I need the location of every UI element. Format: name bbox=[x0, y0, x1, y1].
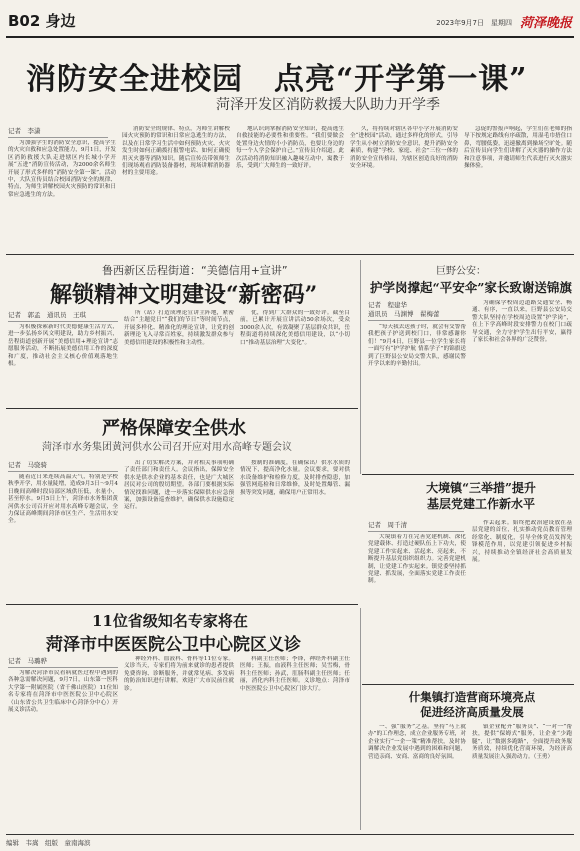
story6-col-2: 神经外科、血液科、骨科等11位专家。义诊当天，专家们将为前来就诊的患者提供免费咨询、诊断服务，并就常见病、多发病的防治知识进行讲解。欢迎广大市民前往就诊。 bbox=[124, 656, 234, 692]
lead-col-4: 久，将持续对辖区各中小学开展消防安全“进校园”活动，通过多样化的形式，引导学生从小树立消防安全意识，提升消防安全素质，构建“学校、家庭、社会”三位一体的消防安全宣传格局，为辖区创造良好的消防安全环境。 bbox=[350, 126, 458, 170]
masthead bbox=[6, 4, 574, 38]
story4-col-2: 出了切实解决方案，并对相关事项明确了责任部门和责任人。会议指出，保障安全供水是供水企业的基本责任，也是广大城区居民对公司的殷切期望。各部门要根据实际情况找准问题，进一步落实保障供水应急预案，加强设备巡查维护，确保供水设施稳定运行。 bbox=[124, 460, 234, 511]
lead-col-1: 为加强学生的消防安全意识，提高学生的火灾自救和应急处置能力，9月1日，开发区消防救援大队走进辖区内长城小学开展“五进”消防宣传活动，为2000余名师生开展了形式多样的“消防安全第一课”。活动中，大队宣传员结合校园消防安全的规律、特点，为师生讲解校园火灾预防的常识和日常应急逃生的方法。 bbox=[8, 140, 116, 198]
newspaper-page bbox=[6, 4, 574, 847]
story5-col-2: 作丢起来。始终把政治建设放在基层党建的首位，扎实推动党员教育管理经常化、制度化，引导全体党员发挥先锋模范作用，以党建引领促进乡村振兴，持续推动全镇经济社会高质量发展。 bbox=[472, 520, 572, 564]
divider-1 bbox=[6, 254, 574, 255]
divider-2 bbox=[6, 408, 358, 409]
story6-headline-2: 菏泽市中医医院公卫中心院区义诊 bbox=[46, 635, 301, 655]
divider-v1 bbox=[360, 260, 361, 474]
story7-headline: 什集镇打造营商环境亮点 促进经济高质量发展 bbox=[408, 690, 536, 719]
story6-byline: 记者 马璐骅 bbox=[8, 656, 118, 668]
lead-byline: 记者 李潇 bbox=[8, 126, 108, 138]
story3-byline: 记者 程建华 通讯员 马渊博 翟梅蕾 bbox=[368, 300, 464, 321]
page-footer: 编辑 韦嵩 组版 童南海滨 bbox=[6, 834, 574, 847]
lead-col-3: 地认识到掌握消防安全知识，提高逃生自救技能的必要性和重要性。“我们要做会处置身边火情的小小消防员，也要让身边的每一个人学会保护自己。”宣传员介绍道。此次活动将消防知识融入趣味互动中，寓教于乐，受到广大师生的一致好评。 bbox=[236, 126, 344, 170]
story3-col-1: “每天我去送孩子时，就会有交警帮我把孩子护送到校门口，非常感谢你们！”9月4日，巨野县一位学生家长将一面写有“护学护航 情系学子”的锦旗送到了巨野县公安局交警大队，感谢民警开学以来的辛勤付出。 bbox=[368, 324, 466, 368]
story5-col-1: 大境镇着力在完善党建机制、深化党建载体、打造过硬队伍上下功夫，使党建工作实起来、活起来、亮起来，不断提升基层党组织组织力。完善党建机制，让党建工作实起来。镇党委坚持抓党建、抓发展，全面落实党建工作责任制。 bbox=[368, 534, 466, 585]
story7-col-1: 一、强“服务”之基。坚持“马上就办”的工作理念，成立企业服务专班，对企业实行“一企一策”精准帮扶，及时协调解决企业发展中遇到的困难和问题，营造亲商、安商、富商的良好氛围。 bbox=[368, 724, 466, 760]
story3-col-2: 为确保学校周边道路交通安全、畅通、有序，一直以来，巨野县公安局交警大队坚持在学校周边设置“护学岗”，在上下学高峰时段安排警力在校门口疏导交通，全力守护学生出行平安，赢得了家长和社会各界的广泛赞誉。 bbox=[472, 300, 572, 344]
page-code bbox=[8, 10, 76, 31]
story2-headline: 解锁精神文明建设“新密码” bbox=[50, 282, 318, 308]
story4-deck: 菏泽市水务集团黄河供水公司召开应对用水高峰专题会议 bbox=[42, 442, 292, 453]
story5-byline: 记者 周千清 bbox=[368, 520, 464, 532]
newspaper-logo: 菏泽晚报 bbox=[519, 16, 572, 31]
lead-headline: 消防安全进校园 点亮“开学第一课” bbox=[26, 62, 528, 97]
story2-col-3: 优，得到广大群众的一致好评。截至目前，已累计开展宣讲活动50余场次，受众3000余人次，有效凝聚了基层群众共识，岳程街道将持续深化美德信用建设，以“小切口”推动基层治理“大变化”。 bbox=[240, 310, 350, 346]
divider-4 bbox=[6, 604, 358, 605]
story4-headline: 严格保障安全供水 bbox=[102, 418, 246, 439]
story3-headline: 护学岗撑起“平安伞”家长致谢送锦旗 bbox=[370, 280, 572, 295]
lead-col-5: 急促的警报声响起，学生们在老师的指导下按规定路线有序疏散，用湿毛巾捂住口鼻，弯腰低姿，迅速撤离到操场空旷处。随后宣传员向学生们讲解了灭火器的操作方法和注意事项，并邀请师生代表进行灭火器实操体验。 bbox=[464, 126, 572, 170]
divider-5 bbox=[362, 684, 574, 685]
story6-col-1: 为解决菏泽市民看病就医过程中遇到的各种急需解决问题，9月7日，山东第一医科大学第一附属医院（省千佛山医院）11位知名专家将在菏泽市中医医院公卫中心院区（山东省公共卫生临床中心菏泽分中心）开展义诊活动。 bbox=[8, 670, 118, 714]
section-name: 身边 bbox=[45, 12, 76, 30]
story5-headline: 大境镇“三举措”提升 基层党建工作新水平 bbox=[426, 481, 536, 511]
issue-date: 2023年9月7日 星期四 bbox=[436, 19, 512, 27]
story7-col-2: 镇企业配齐“服务员”、“一对一”帮扶，提供“保姆式”服务，让企业“少跑腿”，让“数据多跑路”，全面提升政务服务质效，持续优化营商环境，为经济高质量发展注入强劲动力。（王勇） bbox=[472, 724, 572, 760]
story2-col-1: 为积极探索新时代美德健康生活方式，进一步弘扬乡风文明建设，助力乡村振兴，岳程街道创新开展“美德信用+理论宣讲”志愿服务活动，不断拓展美德信用工作的深度和广度，推动社会主义核心价值观落地生根。 bbox=[8, 324, 118, 368]
lead-col-2: 消防安全的规律、特点，为师生讲解校园火灾预防的常识和日常应急逃生的方法，以及在日常学习生活中如何预防火灾、火灾发生时如何正确拨打报警电话、如何正确使用灭火器等消防知识。随后宣传员带领师生们现场观看消防装备器材，现场讲解消防器材的主要用途。 bbox=[122, 126, 230, 177]
story6-headline: 11位省级知名专家将在 bbox=[92, 612, 248, 630]
lead-subheadline: 菏泽开发区消防救援大队助力开学季 bbox=[216, 97, 440, 113]
story4-col-1: 随着近日来连续高温天气，特别是学校秋季开学，用水量陡增，造成9月3日～9月4日晚间高峰时段局部区域供压低，水量小，甚至停水。9月5日上午，菏泽市水务集团黄河供水公司召开应对用水高峰专题会议，全力保证高峰期间菏泽市区生产、生活用水安全。 bbox=[8, 474, 118, 525]
story4-byline: 记者 马骁骑 bbox=[8, 460, 118, 472]
story4-col-3: 按制的准确度，在确保出厂供水水质的情况下，提高净化水量。会议要求，要对供水设备维护和检修力度，及时排查隐患，加强管网巡检和日常维修，及时处置爆管、漏损等突发问题，确保用户正常用水。 bbox=[240, 460, 350, 496]
divider-3 bbox=[362, 474, 574, 475]
divider-v2 bbox=[360, 608, 361, 830]
story3-kicker: 巨野公安： bbox=[436, 266, 486, 277]
page-number: B02 bbox=[8, 12, 41, 30]
story2-byline: 记者 郭孟 通讯员 王琪 bbox=[8, 310, 118, 322]
story2-kicker: 鲁西新区岳程街道：“美德信用+宣讲” bbox=[102, 264, 288, 277]
story6-col-3: 科副主任医师；李锋，神经外科副主任医师；王振，血液科主任医师；吴雪梅，骨科主任医师；孙武，肛肠科副主任医师；任丽，消化内科主任医师。义诊地点：菏泽市中医医院公卫中心院区门诊大厅。 bbox=[240, 656, 350, 692]
story2-col-2: 所（站）打造成理论宣讲主阵地，紧密结合“主题党日”“我们的节日”等时间节点，开展多样化、精准化的理论宣讲，让党的创新理论飞入寻常百姓家，持续激发群众参与美德信用建设的积极性和主动性。 bbox=[124, 310, 234, 346]
